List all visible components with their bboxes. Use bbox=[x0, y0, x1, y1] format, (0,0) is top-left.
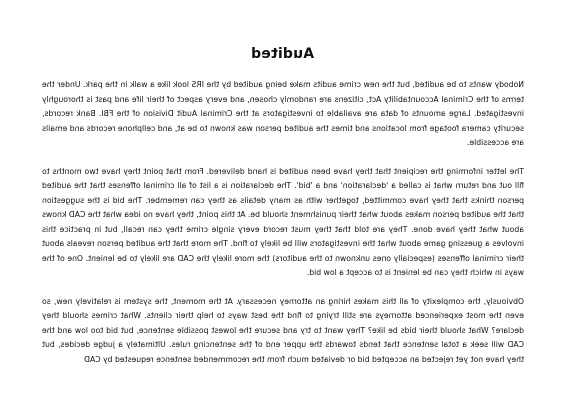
paragraph-1: Nobody wants to be audited, but the new crime audits make being audited by the IRS look like a walk in the park. Under the terms of the Criminal Accountability Act, citizens are randomly chosen, and every aspect of their life and past is thoroughly investigated. Large amounts of data are available to investigators at the Criminal Audit Division of the FBI. Bank records, security camera footage from locations and times the audited person was known to be at, and cellphone records and emails are accessible. bbox=[42, 80, 524, 147]
paragraph-2: The letter informing the recipient that they have been audited is hand delivered. From that point they have two months to fill out and return what is called a 'declaration' and a 'bid'. The declaration is a list of all criminal offenses that the audited person thinks that they have committed, together with as many details as they can remember. The bid is the suggestion that the audited person makes about what their punishment should be. At this point, they have no idea what the CAD knows about what they have done. They are told that they must record every single crime they can recall, but in practice this involves a guessing game about what the investigators will be likely to find. The more that the audited person reveals about their criminal offenses (especially ones unknown to the auditors) the more likely the CAD are likely to be lenient. One of the ways in which they can be lenient is to accept a low bid. bbox=[42, 166, 524, 277]
document-body bbox=[42, 78, 524, 381]
paragraph-3: Obviously, the complexity of all this makes hiring an attorney necessary. At the moment, the system is relatively new, so even the most experienced attorneys are still trying to find the best ways to help their clients. What crimes should they declare? What should their bids be like? They want to try and secure the lowest possible sentence, but bid too low and the CAD will seek a total sentence that tends towards the upper end of the sentencing rules. Ultimately a judge decides, but they have not yet rejected an accepted bid or deviated much from the recommended sentence requested by CAD bbox=[42, 296, 524, 364]
page-title: Audited bbox=[250, 46, 315, 62]
